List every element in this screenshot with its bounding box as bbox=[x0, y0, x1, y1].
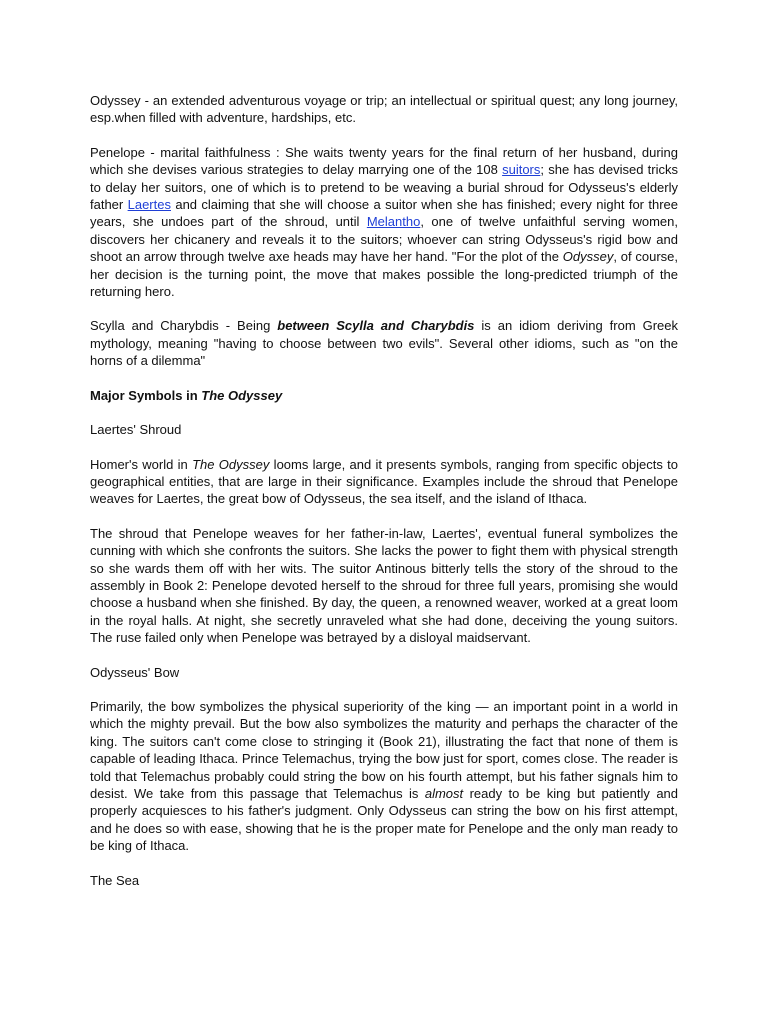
heading-odysseus-bow: Odysseus' Bow bbox=[90, 664, 180, 680]
bow-text-1: Primarily, the bow symbolizes the physical superiority of the king — an important point in a world in which the mighty prevail. But the bow also symbolizes the maturity and perhaps the character of the king. The suitors can't come close to stringing it (Book 21), illustrating the fact that none of them is capable of leading Ithaca. Prince Telemachus, trying the bow just for sport, comes close. The reader is told that Telemachus probably could string the bow on his fourth attempt, but his father signals him to desist. We take from this passage that Telemachus is bbox=[90, 698, 678, 801]
penelope-text-4: , one of twelve unfaithful serving women, discovers her chicanery and reveals it to the suitors; whoever can string Odysseus's rigid bow and shoot an arrow through twelve axe heads may have her hand. "For the plot of the bbox=[90, 214, 678, 265]
paragraph-bow bbox=[90, 698, 678, 855]
bow-italic: almost bbox=[424, 786, 464, 801]
penelope-text-5: , of course, her decision is the turning point, the move that makes possible the long-predicted triumph of the returning hero. bbox=[90, 249, 678, 300]
heading-laertes-shroud: Laertes' Shroud bbox=[90, 422, 182, 438]
paragraph-odyssey-definition bbox=[90, 92, 678, 127]
heading-the-sea: The Sea bbox=[90, 872, 140, 888]
penelope-text-2: ; she has devised tricks to delay her suitors, one of which is to pretend to be weaving a burial shroud for Odysseus's elderly father bbox=[90, 162, 678, 213]
odyssey-italic: Odyssey bbox=[562, 249, 614, 265]
penelope-text-3: and claiming that she will choose a suitor when she has finished; every night for three years, she undoes part of the shroud, until bbox=[90, 197, 678, 230]
heading-major-symbols-bold: Major Symbols in bbox=[90, 387, 202, 403]
melantho-link[interactable]: Melantho bbox=[366, 214, 421, 230]
homer-text-2: looms large, and it presents symbols, ranging from specific objects to geographical entities, that are large in their significance. Examples include the shroud that Penelope weaves for Laertes, the great bow of Odysseus, the sea itself, and the island of Ithaca. bbox=[90, 456, 678, 507]
homer-italic: The Odyssey bbox=[192, 456, 270, 472]
suitors-link[interactable]: suitors bbox=[502, 162, 541, 178]
paragraph-homer-world bbox=[90, 456, 678, 508]
scylla-text-1: Scylla and Charybdis - Being bbox=[90, 318, 278, 334]
laertes-link[interactable]: Laertes bbox=[127, 197, 171, 213]
heading-major-symbols bbox=[90, 387, 678, 404]
scylla-text-2: is an idiom deriving from Greek mythology, meaning "having to choose between two evils". Several other idioms, such as "on the horns of a dilemma" bbox=[90, 318, 679, 369]
shroud-text: The shroud that Penelope weaves for her father-in-law, Laertes', eventual funeral symbolizes the cunning with which she confronts the suitors. She lacks the power to fight them with physical strength so she wards them off with her wits. The suitor Antinous bitterly tells the story of the shroud to the assembly in Book 2: Penelope devoted herself to the shroud for three full years, promising she would choose a husband when she finished. By day, the queen, a renowned weaver, worked at a great loom in the royal halls. At night, she secretly unraveled what she had done, deceiving the young suitors. The ruse failed only when Penelope was betrayed by a disloyal maidservant. bbox=[90, 525, 678, 646]
heading-major-symbols-italic: The Odyssey bbox=[201, 387, 283, 403]
paragraph-scylla-charybdis bbox=[90, 317, 678, 369]
odyssey-definition-text: Odyssey - an extended adventurous voyage or trip; an intellectual or spiritual quest; any long journey, esp.when filled with adventure, hardships, etc. bbox=[90, 93, 678, 126]
bow-text-2: ready to be king but patiently and properly acquiesces to his father's judgment. Only Odysseus can string the bow on his first attempt, and he does so with ease, showing that he is the proper mate for Penelope and the only man ready to be king of Ithaca. bbox=[90, 786, 679, 854]
paragraph-shroud bbox=[90, 525, 678, 647]
penelope-text-1: Penelope - marital faithfulness : She waits twenty years for the final return of her husband, during which she devises various strategies to delay marrying one of the 108 bbox=[90, 144, 678, 178]
scylla-emphasis: between Scylla and Charybdis bbox=[277, 318, 475, 334]
paragraph-penelope bbox=[90, 144, 678, 301]
homer-text-1: Homer's world in bbox=[90, 456, 193, 472]
document-body bbox=[90, 92, 678, 906]
